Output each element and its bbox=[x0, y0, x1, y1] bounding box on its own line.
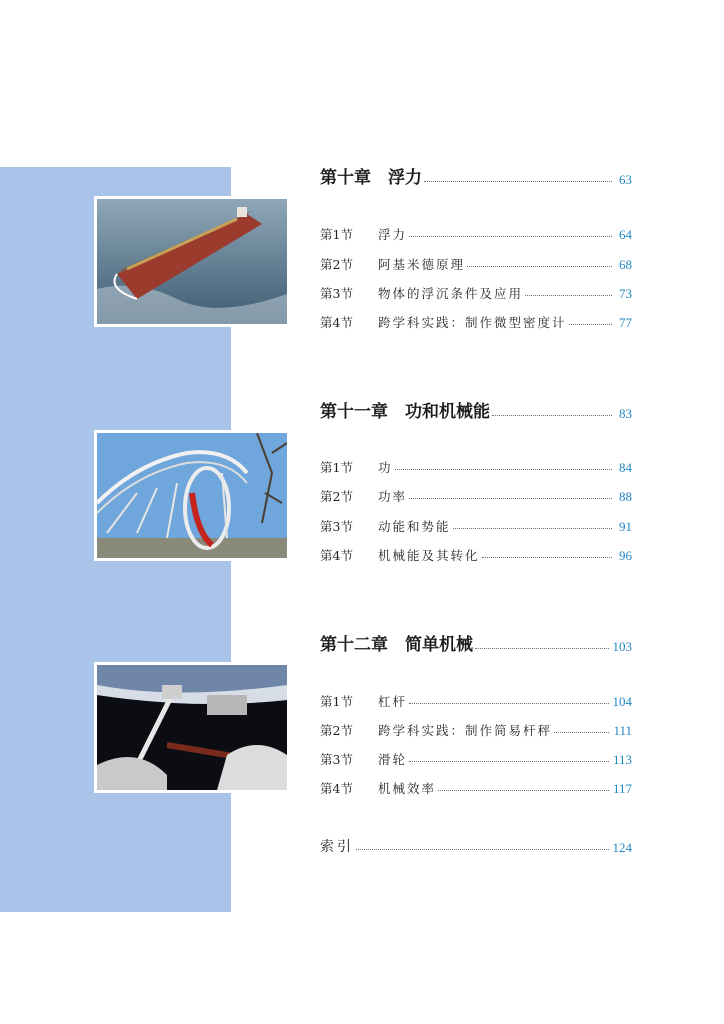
section-number: 第2节 bbox=[320, 257, 353, 272]
section-title: 跨学科实践：制作微型密度计 bbox=[378, 315, 567, 330]
section-number: 第1节 bbox=[320, 460, 353, 475]
roller-coaster-photo bbox=[94, 430, 290, 561]
section-number: 第1节 bbox=[320, 227, 353, 242]
section-title: 功 bbox=[378, 460, 393, 475]
dot-leader bbox=[554, 732, 609, 733]
section-title: 物体的浮沉条件及应用 bbox=[378, 286, 524, 301]
section-number: 第4节 bbox=[320, 315, 353, 330]
toc-section-row[interactable] bbox=[320, 544, 632, 564]
section-title: 机械能及其转化 bbox=[378, 548, 480, 563]
toc-section-row[interactable] bbox=[320, 223, 632, 243]
dot-leader bbox=[409, 236, 612, 237]
toc-section-row[interactable] bbox=[320, 719, 632, 739]
toc-section-row[interactable] bbox=[320, 456, 632, 476]
chapter-title: 第十二章 简单机械 bbox=[320, 635, 473, 655]
index-row[interactable] bbox=[320, 836, 632, 856]
space-station-photo bbox=[94, 662, 290, 793]
page-number: 77 bbox=[619, 315, 632, 330]
page-number: 96 bbox=[619, 548, 632, 563]
dot-leader bbox=[492, 415, 612, 416]
dot-leader bbox=[467, 266, 612, 267]
page-number: 124 bbox=[612, 840, 632, 855]
section-number: 第3节 bbox=[320, 519, 353, 534]
section-number: 第2节 bbox=[320, 723, 353, 738]
section-title: 跨学科实践：制作简易杆秤 bbox=[378, 723, 553, 738]
dot-leader bbox=[453, 528, 612, 529]
section-number: 第4节 bbox=[320, 781, 353, 796]
chapter-10-row[interactable] bbox=[320, 164, 632, 188]
section-number: 第2节 bbox=[320, 489, 353, 504]
page-number: 68 bbox=[619, 257, 632, 272]
dot-leader bbox=[409, 761, 609, 762]
toc-section-row[interactable] bbox=[320, 485, 632, 505]
toc-section-row[interactable] bbox=[320, 515, 632, 535]
section-title: 滑轮 bbox=[378, 752, 408, 767]
chapter-11-row[interactable] bbox=[320, 398, 632, 422]
toc-section-row[interactable] bbox=[320, 690, 632, 710]
chapter-title: 第十章 浮力 bbox=[320, 168, 422, 188]
section-title: 功率 bbox=[378, 489, 408, 504]
section-number: 第3节 bbox=[320, 286, 353, 301]
section-title: 动能和势能 bbox=[378, 519, 451, 534]
section-title: 杠杆 bbox=[378, 694, 408, 709]
dot-leader bbox=[356, 849, 609, 850]
page-number: 117 bbox=[612, 781, 632, 796]
page-number: 64 bbox=[619, 227, 632, 242]
toc-section-row[interactable] bbox=[320, 311, 632, 331]
section-title: 阿基米德原理 bbox=[378, 257, 466, 272]
page-number: 63 bbox=[619, 172, 632, 187]
chapter-12-row[interactable] bbox=[320, 631, 632, 655]
chapter-title: 第十一章 功和机械能 bbox=[320, 402, 490, 422]
index-title: 索引 bbox=[320, 839, 354, 855]
dot-leader bbox=[569, 324, 612, 325]
section-title: 浮力 bbox=[378, 227, 408, 242]
dot-leader bbox=[525, 295, 612, 296]
page-number: 83 bbox=[619, 406, 632, 421]
section-number: 第3节 bbox=[320, 752, 353, 767]
dot-leader bbox=[409, 703, 608, 704]
page-number: 88 bbox=[619, 489, 632, 504]
page-number: 104 bbox=[612, 694, 632, 709]
page-number: 113 bbox=[612, 752, 632, 767]
dot-leader bbox=[475, 648, 609, 649]
page-number: 111 bbox=[613, 723, 632, 738]
toc-section-row[interactable] bbox=[320, 253, 632, 273]
page-number: 84 bbox=[619, 460, 632, 475]
section-title: 机械效率 bbox=[378, 781, 437, 796]
page-number: 91 bbox=[619, 519, 632, 534]
dot-leader bbox=[482, 557, 612, 558]
toc-section-row[interactable] bbox=[320, 777, 632, 797]
dot-leader bbox=[424, 181, 612, 182]
toc-section-row[interactable] bbox=[320, 282, 632, 302]
page-number: 73 bbox=[619, 286, 632, 301]
dot-leader bbox=[409, 498, 612, 499]
dot-leader bbox=[395, 469, 612, 470]
cargo-ship-photo bbox=[94, 196, 290, 327]
section-number: 第1节 bbox=[320, 694, 353, 709]
dot-leader bbox=[438, 790, 609, 791]
page-number: 103 bbox=[612, 639, 632, 654]
section-number: 第4节 bbox=[320, 548, 353, 563]
toc-section-row[interactable] bbox=[320, 748, 632, 768]
